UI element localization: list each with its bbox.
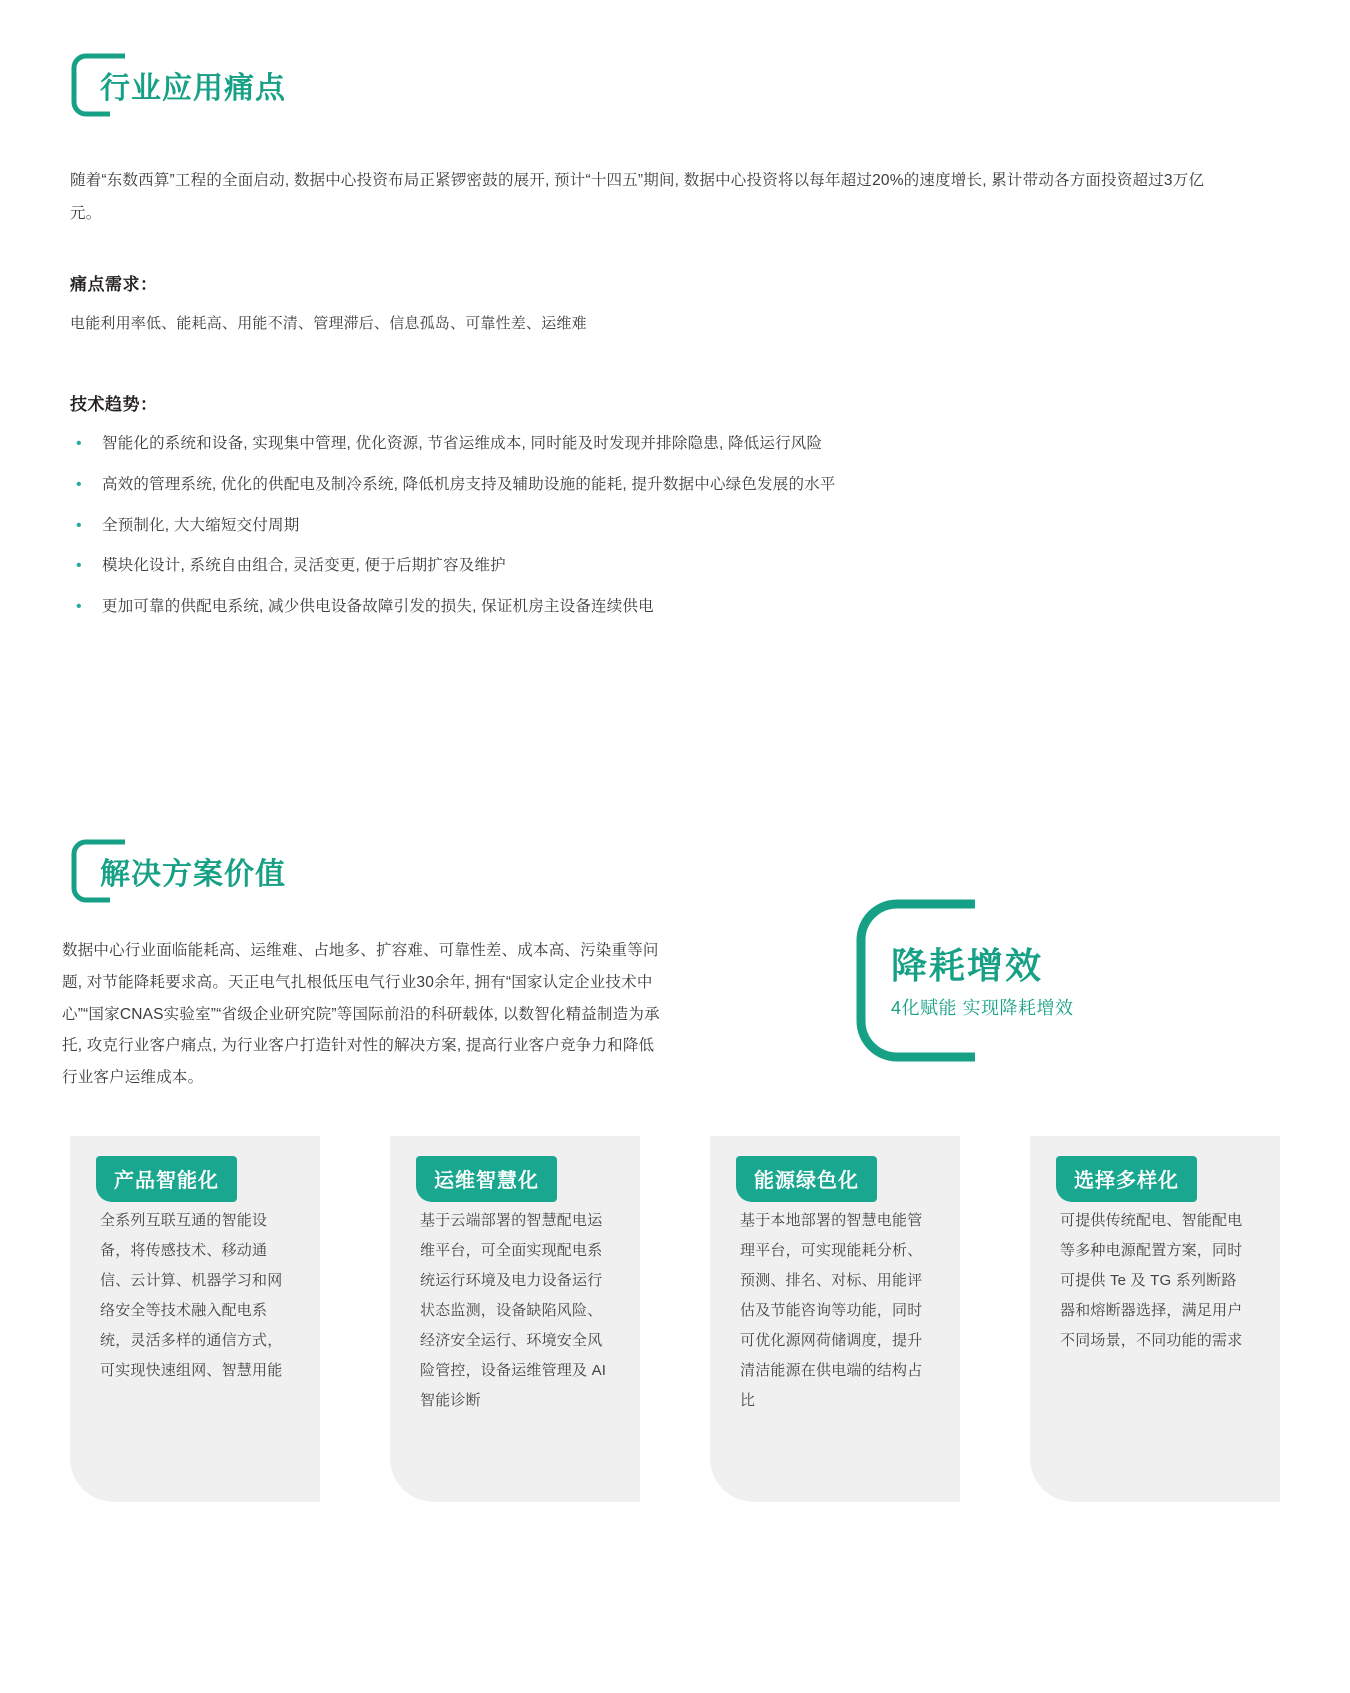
card-body-text: 基于本地部署的智慧电能管理平台，可实现能耗分析、预测、排名、对标、用能评估及节能咨询等功能，同时可优化源网荷储调度，提升清洁能源在供电端的结构占比 bbox=[740, 1212, 923, 1409]
section-heading-pain-points bbox=[70, 52, 286, 118]
badge-subtitle: 4化赋能 实现降耗增效 bbox=[891, 998, 1074, 1018]
feature-card bbox=[710, 1136, 960, 1502]
list-item: • 更加可靠的供配电系统, 减少供电设备故障引发的损失, 保证机房主设备连续供电 bbox=[70, 595, 1230, 620]
demand-label: 痛点需求： bbox=[70, 275, 158, 294]
page-title: 行业应用痛点 bbox=[100, 72, 286, 105]
list-item: • 模块化设计, 系统自由组合, 灵活变更, 便于后期扩容及维护 bbox=[70, 554, 1230, 579]
pain-intro-paragraph: 随着“东数西算”工程的全面启动, 数据中心投资布局正紧锣密鼓的展开, 预计“十四五”期间, 数据中心投资将以每年超过20%的速度增长, 累计带动各方面投资超过3万亿元。 bbox=[70, 172, 1205, 222]
status-badge: 产品智能化 bbox=[96, 1156, 237, 1202]
card-body-text: 可提供传统配电、智能配电等多种电源配置方案，同时可提供 Te 及 TG 系列断路器和熔断器选择，满足用户不同场景，不同功能的需求 bbox=[1060, 1212, 1243, 1349]
status-badge: 能源绿色化 bbox=[736, 1156, 877, 1202]
badge-title: 降耗增效 bbox=[891, 945, 1044, 986]
feature-card bbox=[390, 1136, 640, 1502]
section-heading-solution-value bbox=[70, 838, 286, 904]
feature-card bbox=[70, 1136, 320, 1502]
demand-text: 电能利用率低、能耗高、用能不清、管理滞后、信息孤岛、可靠性差、运维难 bbox=[70, 315, 587, 332]
trend-label: 技术趋势： bbox=[70, 395, 158, 414]
status-badge: 运维智慧化 bbox=[416, 1156, 557, 1202]
list-item: • 智能化的系统和设备, 实现集中管理, 优化资源, 节省运维成本, 同时能及时发现并排除隐患, 降低运行风险 bbox=[70, 432, 1230, 457]
list-item: • 高效的管理系统, 优化的供配电及制冷系统, 降低机房支持及辅助设施的能耗, 提升数据中心绿色发展的水平 bbox=[70, 473, 1230, 498]
status-badge: 选择多样化 bbox=[1056, 1156, 1197, 1202]
card-body-text: 全系列互联互通的智能设备，将传感技术、移动通信、云计算、机器学习和网络安全等技术融入配电系统，灵活多样的通信方式，可实现快速组网、智慧用能 bbox=[100, 1212, 283, 1379]
value-paragraph: 数据中心行业面临能耗高、运维难、占地多、扩容难、可靠性差、成本高、污染重等问题, 对节能降耗要求高。天正电气扎根低压电气行业30余年, 拥有“国家认定企业技术中心”“国家CNAS实验室”“省级企业研究院”等国际前沿的科研载体, 以数智化精益制造为承托, 攻克行业客户痛点, 为行业客户打造针对性的解决方案, 提高行业客户竞争力和降低行业客户运维成本。 bbox=[62, 942, 660, 1087]
list-item: • 全预制化, 大大缩短交付周期 bbox=[70, 514, 1230, 539]
trend-list bbox=[70, 432, 1230, 636]
highlight-badge bbox=[855, 898, 1160, 1063]
feature-card bbox=[1030, 1136, 1280, 1502]
feature-card-list bbox=[70, 1136, 1280, 1502]
card-body-text: 基于云端部署的智慧配电运维平台，可全面实现配电系统运行环境及电力设备运行状态监测，设备缺陷风险、经济安全运行、环境安全风险管控，设备运维管理及 AI 智能诊断 bbox=[420, 1212, 607, 1409]
section-title-value: 解决方案价值 bbox=[100, 858, 286, 891]
